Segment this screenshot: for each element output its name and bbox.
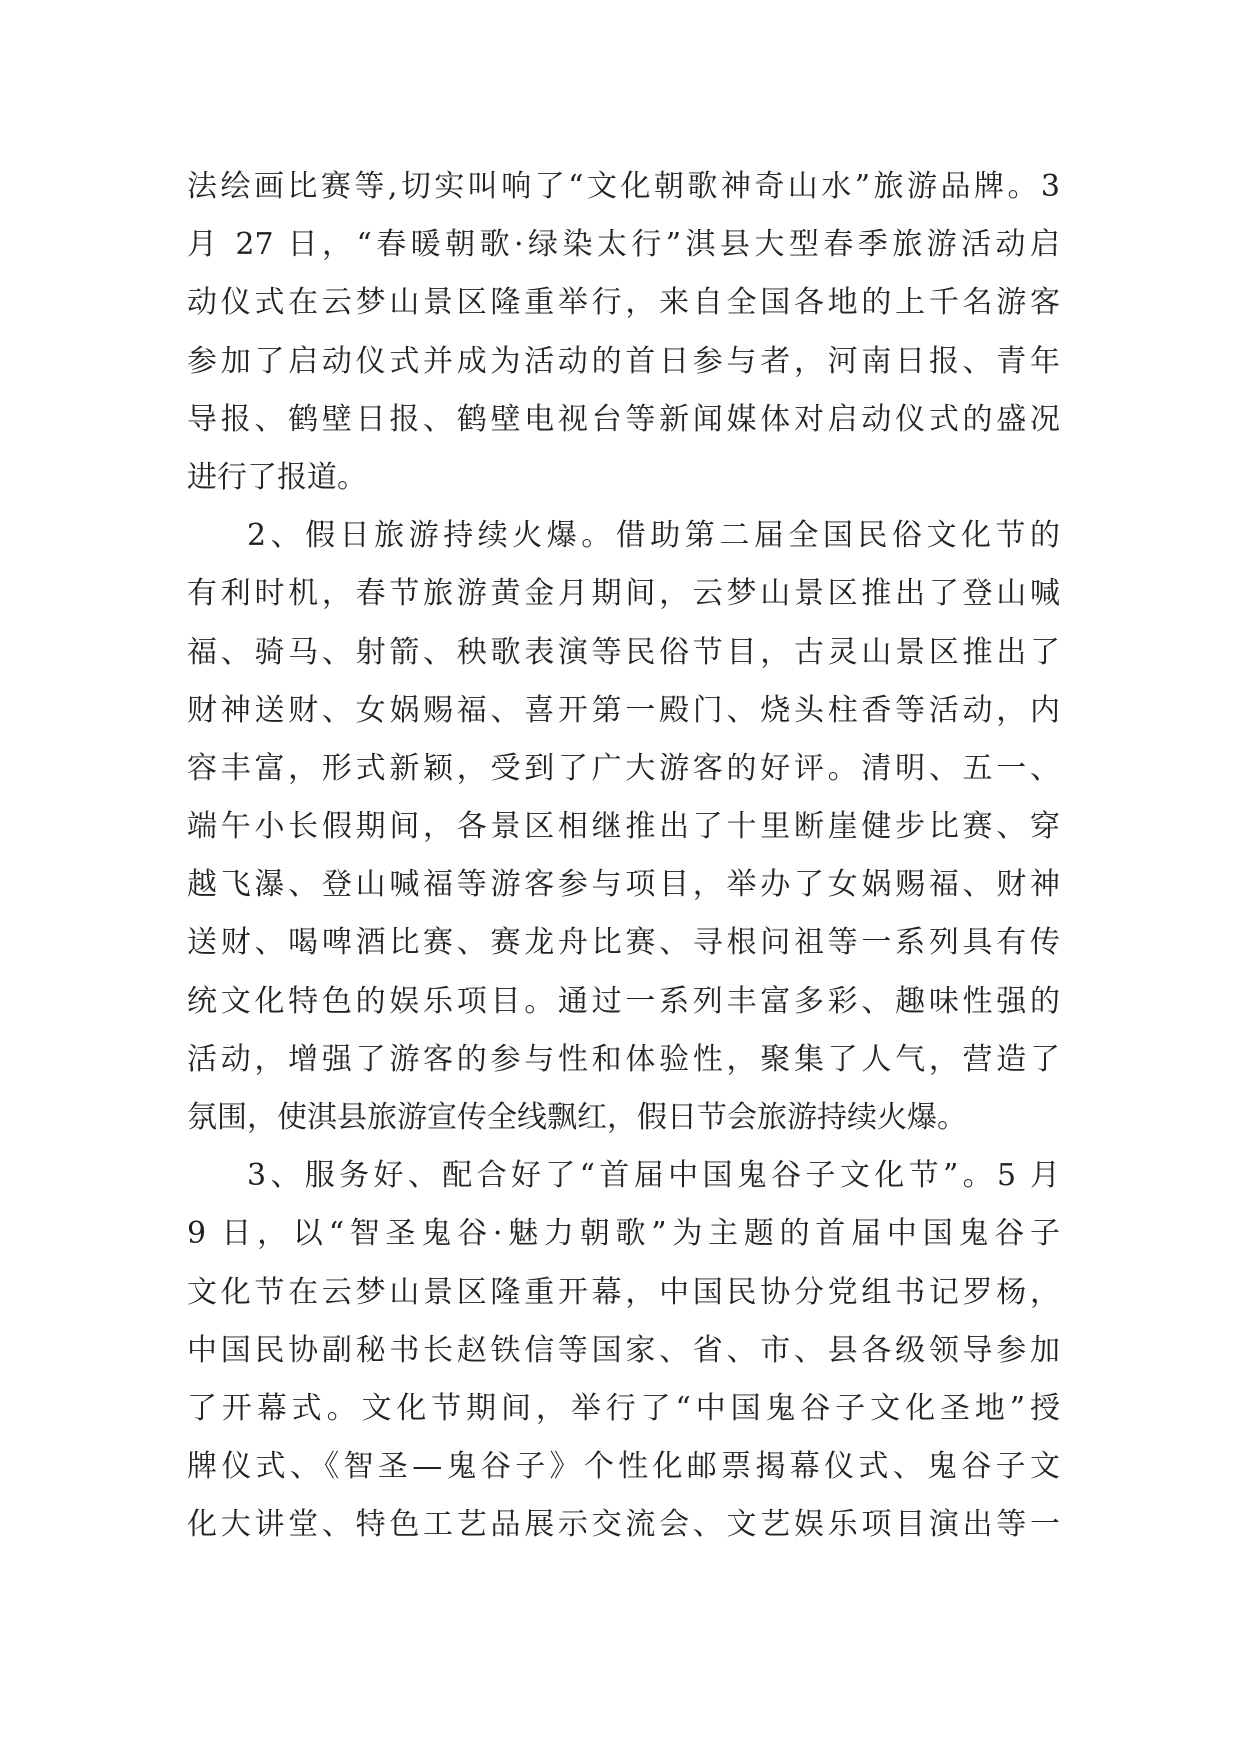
text-line: 福、骑马、射箭、秧歌表演等民俗节目，古灵山景区推出了 (187, 634, 1060, 670)
text-line: 月 27 日，“春暖朝歌·绿染太行”淇县大型春季旅游活动启 (187, 227, 1060, 263)
paragraph-start-line: 2、假日旅游持续火爆。借助第二届全国民俗文化节的 (247, 518, 1060, 554)
text-line: 法绘画比赛等,切实叫响了“文化朝歌神奇山水”旅游品牌。3 (187, 169, 1060, 204)
text-line: 化大讲堂、特色工艺品展示交流会、文艺娱乐项目演出等一 (187, 1507, 1060, 1543)
text-line: 活动，增强了游客的参与性和体验性，聚集了人气，营造了 (187, 1041, 1060, 1077)
text-line: 送财、喝啤酒比赛、赛龙舟比赛、寻根问祖等一系列具有传 (187, 925, 1060, 961)
text-line: 参加了启动仪式并成为活动的首日参与者，河南日报、青年 (187, 343, 1060, 379)
text-line: 端午小长假期间，各景区相继推出了十里断崖健步比赛、穿 (187, 809, 1060, 845)
text-line: 容丰富，形式新颖，受到了广大游客的好评。清明、五一、 (187, 750, 1060, 786)
text-line: 进行了报道。 (187, 459, 367, 495)
text-line: 财神送财、女娲赐福、喜开第一殿门、烧头柱香等活动，内 (187, 692, 1060, 728)
text-line: 导报、鹤壁日报、鹤壁电视台等新闻媒体对启动仪式的盛况 (187, 401, 1060, 437)
text-line: 氛围，使淇县旅游宣传全线飘红，假日节会旅游持续火爆。 (187, 1100, 967, 1135)
text-line: 动仪式在云梦山景区隆重举行，来自全国各地的上千名游客 (187, 285, 1060, 321)
body-text (187, 158, 1060, 1555)
text-line: 有利时机，春节旅游黄金月期间，云梦山景区推出了登山喊 (187, 576, 1060, 612)
text-line: 9 日，以“智圣鬼谷·魅力朝歌”为主题的首届中国鬼谷子 (187, 1216, 1060, 1252)
text-line: 越飞瀑、登山喊福等游客参与项目，举办了女娲赐福、财神 (187, 867, 1060, 903)
text-line: 了开幕式。文化节期间，举行了“中国鬼谷子文化圣地”授 (187, 1390, 1060, 1426)
text-line: 牌仪式、《智圣—鬼谷子》个性化邮票揭幕仪式、鬼谷子文 (187, 1449, 1060, 1485)
text-line: 中国民协副秘书长赵铁信等国家、省、市、县各级领导参加 (187, 1332, 1060, 1368)
text-line: 统文化特色的娱乐项目。通过一系列丰富多彩、趣味性强的 (187, 983, 1060, 1019)
text-line: 文化节在云梦山景区隆重开幕，中国民协分党组书记罗杨， (187, 1274, 1060, 1310)
paragraph-start-line: 3、服务好、配合好了“首届中国鬼谷子文化节”。5 月 (247, 1158, 1060, 1194)
